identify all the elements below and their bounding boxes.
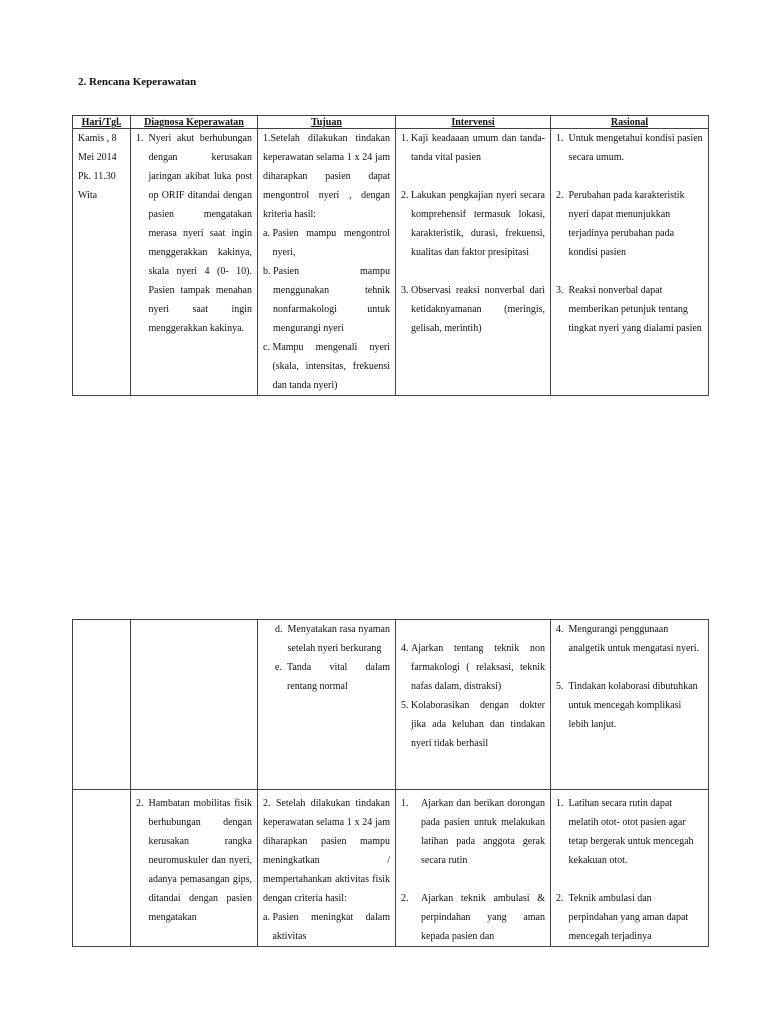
intervention-item: 2. Lakukan pengkajian nyeri secara komprehensif termasuk lokasi, karakteristik, durasi, frekuensi, kualitas dan faktor presipitasi	[401, 190, 545, 258]
criteria-item: d. Menyatakan rasa nyaman setelah nyeri berkurang	[275, 624, 390, 654]
intervention-item: 3. Observasi reaksi nonverbal dari ketidaknyamanan (meringis, gelisah, merintih)	[401, 285, 545, 334]
header-rationale: Rasional	[551, 116, 709, 129]
table-row	[73, 129, 709, 396]
diagnosis-text: Hambatan mobilitas fisik berhubungan dengan kerusakan rangka neuromuskuler dan nyeri, adanya pemasangan gips, ditandai dengan pasien mengatakan	[148, 798, 252, 923]
cell-goal	[258, 129, 396, 396]
cell-rationale	[551, 129, 709, 396]
rationale-item: 1. Untuk mengetahui kondisi pasien secara umum.	[556, 133, 703, 163]
diagnosis-item: 2. Hambatan mobilitas fisik berhubungan dengan kerusakan rangka neuromuskuler dan nyeri, adanya pemasangan gips, ditandai dengan pasien mengatakan	[136, 794, 252, 927]
table-row	[73, 620, 709, 790]
intervention-item: 2. Ajarkan teknik ambulasi & perpindahan yang aman kepada pasien dan	[401, 893, 545, 942]
rationale-item: 4. Mengurangi penggunaan analgetik untuk mengatasi nyeri.	[556, 624, 700, 654]
cell-goal	[258, 620, 396, 790]
rationale-item: 2. Teknik ambulasi dan perpindahan yang aman dapat mencegah terjadinya	[556, 893, 689, 942]
cell-date	[73, 790, 131, 947]
goal-intro: 2. Setelah dilakukan tindakan keperawatan selama 1 x 24 jam diharapkan pasien mampu meningkatkan / mempertahankan aktivitas fisik dengan criteria hasil:	[263, 798, 390, 904]
criteria-item: e. Tanda vital dalam rentang normal	[275, 662, 390, 692]
cell-intervention	[396, 620, 551, 790]
rationale-item: 5. Tindakan kolaborasi dibutuhkan untuk mencegah komplikasi lebih lanjut.	[556, 681, 698, 730]
rationale-item: 1. Latihan secara rutin dapat melatih otot- otot pasien agar tetap bergerak untuk mencegah kekakuan otot.	[556, 798, 694, 866]
cell-intervention	[396, 129, 551, 396]
care-plan-table-part-2	[72, 619, 709, 947]
criteria-item: a. Pasien meningkat dalam aktivitas	[263, 912, 390, 942]
table-header-row	[73, 116, 709, 129]
cell-date	[73, 620, 131, 790]
rationale-item: 2. Perubahan pada karakteristik nyeri dapat menunjukkan terjadinya perubahan pada kondisi pasien	[556, 190, 685, 258]
criteria-item: b. Pasien mampu menggunakan tehnik nonfarmakologi untuk mengurangi nyeri	[263, 266, 390, 334]
header-diagnosis: Diagnosa Keperawatan	[131, 116, 258, 129]
cell-intervention	[396, 790, 551, 947]
cell-diagnosis	[131, 129, 258, 396]
cell-goal	[258, 790, 396, 947]
section-title: 2. Rencana Keperawatan	[78, 76, 197, 88]
cell-rationale	[551, 790, 709, 947]
intervention-item: 1. Ajarkan dan berikan dorongan pada pasien untuk melakukan latihan pada anggota gerak secara rutin	[401, 798, 545, 866]
header-date: Hari/Tgl.	[73, 116, 131, 129]
header-intervention: Intervensi	[396, 116, 551, 129]
criteria-item: c. Mampu mengenali nyeri (skala, intensitas, frekuensi dan tanda nyeri)	[263, 342, 390, 391]
cell-diagnosis	[131, 790, 258, 947]
care-plan-table-part-1	[72, 115, 709, 396]
table-row	[73, 790, 709, 947]
diagnosis-text: Nyeri akut berhubungan dengan kerusakan jaringan akibat luka post op ORIF ditandai dengan pasien mengatakan merasa nyeri saat ingin menggerakkan kakinya, skala nyeri 4 (0- 10). Pasien tampak menahan nyeri saat ingin menggerakkan kakinya.	[148, 133, 252, 334]
goal-intro: 1.Setelah dilakukan tindakan keperawatan selama 1 x 24 jam diharapkan pasien dapat mengontrol nyeri , dengan kriteria hasil:	[263, 133, 390, 220]
cell-date	[73, 129, 131, 396]
rationale-item: 3. Reaksi nonverbal dapat memberikan petunjuk tentang tingkat nyeri yang dialami pasien	[556, 285, 702, 334]
intervention-item: 5. Kolaborasikan dengan dokter jika ada keluhan dan tindakan nyeri tidak berhasil	[401, 700, 545, 749]
cell-rationale	[551, 620, 709, 790]
intervention-item: 4. Ajarkan tentang teknik non farmakologi ( relaksasi, teknik nafas dalam, distraksi)	[401, 643, 545, 692]
diagnosis-item: 1. Nyeri akut berhubungan dengan kerusakan jaringan akibat luka post op ORIF ditandai dengan pasien mengatakan merasa nyeri saat ingin menggerakkan kakinya, skala nyeri 4 (0- 10). Pasien tampak menahan nyeri saat ingin menggerakkan kakinya.	[136, 129, 252, 338]
date-text: Kamis , 8 Mei 2014 Pk. 11.30 Wita	[78, 133, 117, 201]
cell-diagnosis	[131, 620, 258, 790]
intervention-item: 1. Kaji keadaaan umum dan tanda-tanda vital pasien	[401, 133, 545, 163]
criteria-item: a. Pasien mampu mengontrol nyeri,	[263, 228, 390, 258]
header-goal: Tujuan	[258, 116, 396, 129]
